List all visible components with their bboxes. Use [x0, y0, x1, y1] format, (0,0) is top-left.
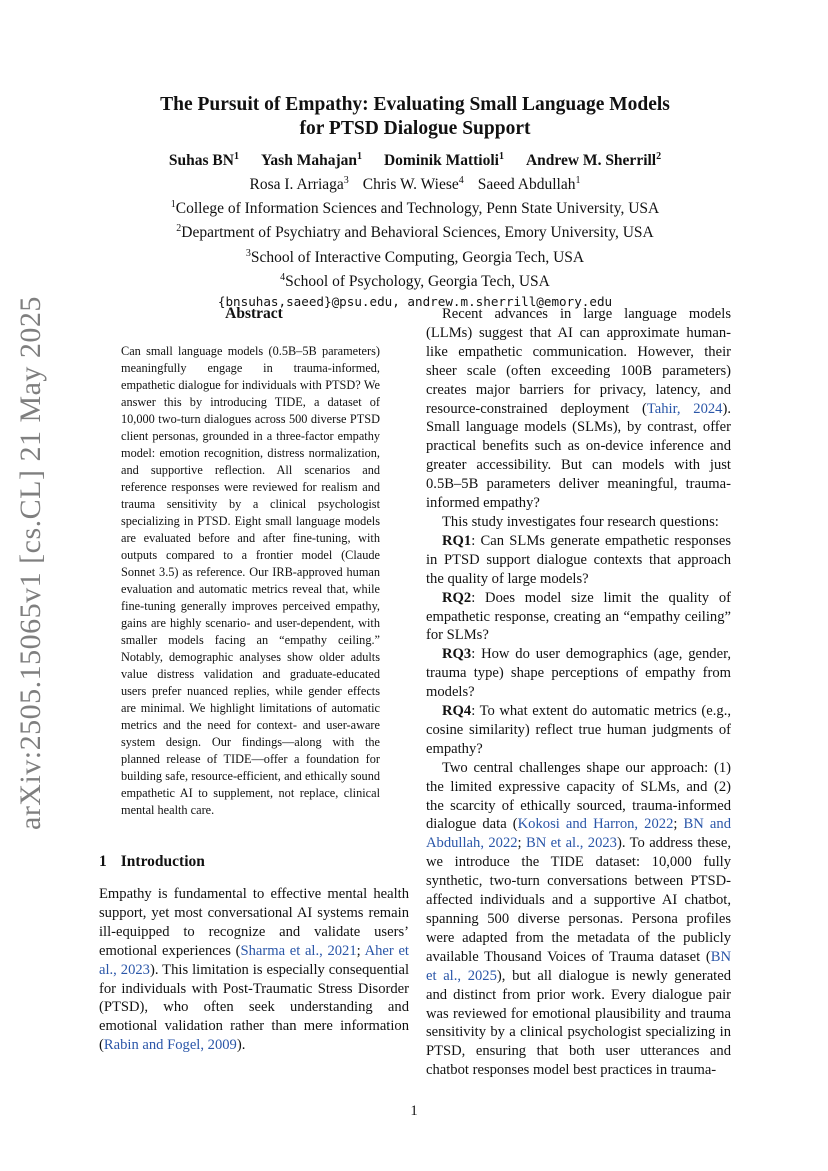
citation-link[interactable]: Rabin and Fogel, 2009 — [103, 1037, 237, 1054]
citation-link[interactable]: Aher et al., 2023 — [99, 942, 409, 978]
contact-email[interactable]: {bnsuhas,saeed}@psu.edu, andrew.m.sherrill@emory.edu — [217, 293, 613, 309]
page-number: 1 — [410, 1103, 418, 1119]
research-question-4: RQ4: To what extent do automatic metrics (e.g., cosine similarity) reflect true human judgments of empathy? — [426, 703, 731, 757]
author: Yash Mahajan$^1$ — [260, 151, 362, 170]
author: Chris W. Wiese$^4$ — [362, 175, 464, 194]
research-question-1: RQ1: Can SLMs generate empathetic responses in PTSD support dialogue contexts that approach the quality of large models? — [426, 532, 731, 587]
author-row-1 — [90, 147, 740, 171]
citation-link[interactable]: BN et al., 2025 — [426, 948, 731, 984]
citation-link[interactable]: Sharma et al., 2021 — [240, 942, 357, 959]
citation-link[interactable]: Kokosi and Harron, 2022 — [517, 816, 674, 833]
title-line-1: The Pursuit of Empathy: Evaluating Small Language Models — [160, 94, 670, 115]
intro-paragraph: Two central challenges shape our approach: (1) the limited expressive capacity of SLMs, and (2) the scarcity of ethically sourced, trauma-informed dialogue data (Kokosi and Harron, 2022; BN and Abdullah, 2022; BN et al., 2023). To address these, we introduce the TIDE dataset: 10,000 fully synthetic, two-turn conversations between PTSD-affected individuals and a supportive AI chatbot, spanning 500 diverse personas. Persona profiles were adapted from the metadata of the publicly available Thousand Voices of Trauma dataset (BN et al., 2025), but all dialogue is newly generated and distinct from prior work. Every dialogue pair was reviewed for emotional plausibility and trauma sensitivity by a clinical psychologist specializing in PTSD, ensuring that both user utterances and chatbot responses model best practices in trauma- — [426, 759, 731, 1079]
author: Rosa I. Arriaga$^3$ — [249, 175, 349, 194]
citation-link[interactable]: BN et al., 2023 — [526, 835, 617, 852]
intro-paragraph: Recent advances in large language models (LLMs) suggest that AI can approximate human-like empathetic communication. However, their sheer scale (often exceeding 100B parameters) creates major barriers for privacy, latency, and resource-constrained deployment (Tahir, 2024). Small language models (SLMs), by contrast, offer practical benefits such as on-device inference and greater accessibility. But can models with just 0.5B–5B parameters deliver meaningful, trauma-informed empathy? — [426, 306, 731, 512]
affiliation-3: $^3$School of Interactive Computing, Georgia Tech, USA — [245, 247, 585, 266]
author-row-2 — [90, 171, 740, 195]
research-question-3: RQ3: How do user demographics (age, gender, trauma type) shape perceptions of empathy from models? — [426, 646, 731, 701]
author: Andrew M. Sherrill$^2$ — [525, 151, 662, 170]
research-question-2: RQ2: Does model size limit the quality of empathetic response, creating an “empathy ceiling” for SLMs? — [426, 589, 731, 644]
citation-link[interactable]: BN and Abdullah, 2022 — [426, 816, 731, 852]
abstract-heading: Abstract — [225, 305, 283, 322]
arxiv-identifier: arXiv:2505.15065v1 [cs.CL] 21 May 2025 — [14, 296, 47, 830]
abstract-text: Can small language models (0.5B–5B parameters) meaningfully engage in trauma-informed, empathetic dialogue for individuals with PTSD? We answer this by introducing TIDE, a dataset of 10,000 two-turn dialogues across 500 diverse PTSD client personas, grounded in a three-factor empathy model: emotion recognition, distress normalization, and supportive reflection. All scenarios and reference responses were reviewed for realism and trauma sensitivity by a clinical psychologist specializing in PTSD. Eight small language models are evaluated before and after fine-tuning, with outputs compared to a frontier model (Claude Sonnet 3.5) as reference. Our IRB-approved human evaluation and automatic metrics reveal that, while fine-tuning generally improves perceived empathy, gains are highly scenario- and user-dependent, with smaller models facing an “empathy ceiling.” Notably, demographic analyses show older adults value distress validation and graduate-educated users prefer nuanced replies, while gender effects are minimal. We highlight limitations of automatic metrics and the need for context- and user-aware system design. Our findings—along with the planned release of TIDE—offer a foundation for building safe, resource-efficient, and ethically sound empathetic AI to supplement, not replace, clinical mental health care. — [121, 344, 380, 817]
affiliation-4: $^4$School of Psychology, Georgia Tech, USA — [280, 271, 550, 290]
intro-paragraph: This study investigates four research questions: — [442, 513, 719, 530]
right-column — [426, 305, 731, 1080]
citation-link[interactable]: Tahir, 2024 — [646, 400, 723, 417]
section-heading-introduction: 1 Introduction — [99, 853, 205, 870]
author: Saeed Abdullah$^1$ — [477, 175, 581, 194]
affiliation-2: $^2$Department of Psychiatry and Behavioral Sciences, Emory University, USA — [176, 223, 654, 242]
intro-paragraph: Empathy is fundamental to effective mental health support, yet most conversational AI systems remain ill-equipped to recognize and validate users’ emotional experiences (Sharma et al., 2021; Aher et al., 2023). This limitation is especially consequential for individuals with Post-Traumatic Stress Disorder (PTSD), who often seek understanding and emotional validation rather than mere information (Rabin and Fogel, 2009). — [99, 886, 410, 1054]
author: Suhas $BN^1$ — [168, 151, 239, 170]
title-line-2: for PTSD Dialogue Support — [299, 118, 531, 139]
affiliation-1: $^1$College of Information Sciences and Technology, Penn State University, USA — [170, 199, 660, 218]
left-column — [99, 305, 409, 1055]
paper-title — [90, 93, 740, 141]
author: Dominik Mattioli$^1$ — [383, 151, 504, 170]
author-block — [90, 147, 740, 312]
